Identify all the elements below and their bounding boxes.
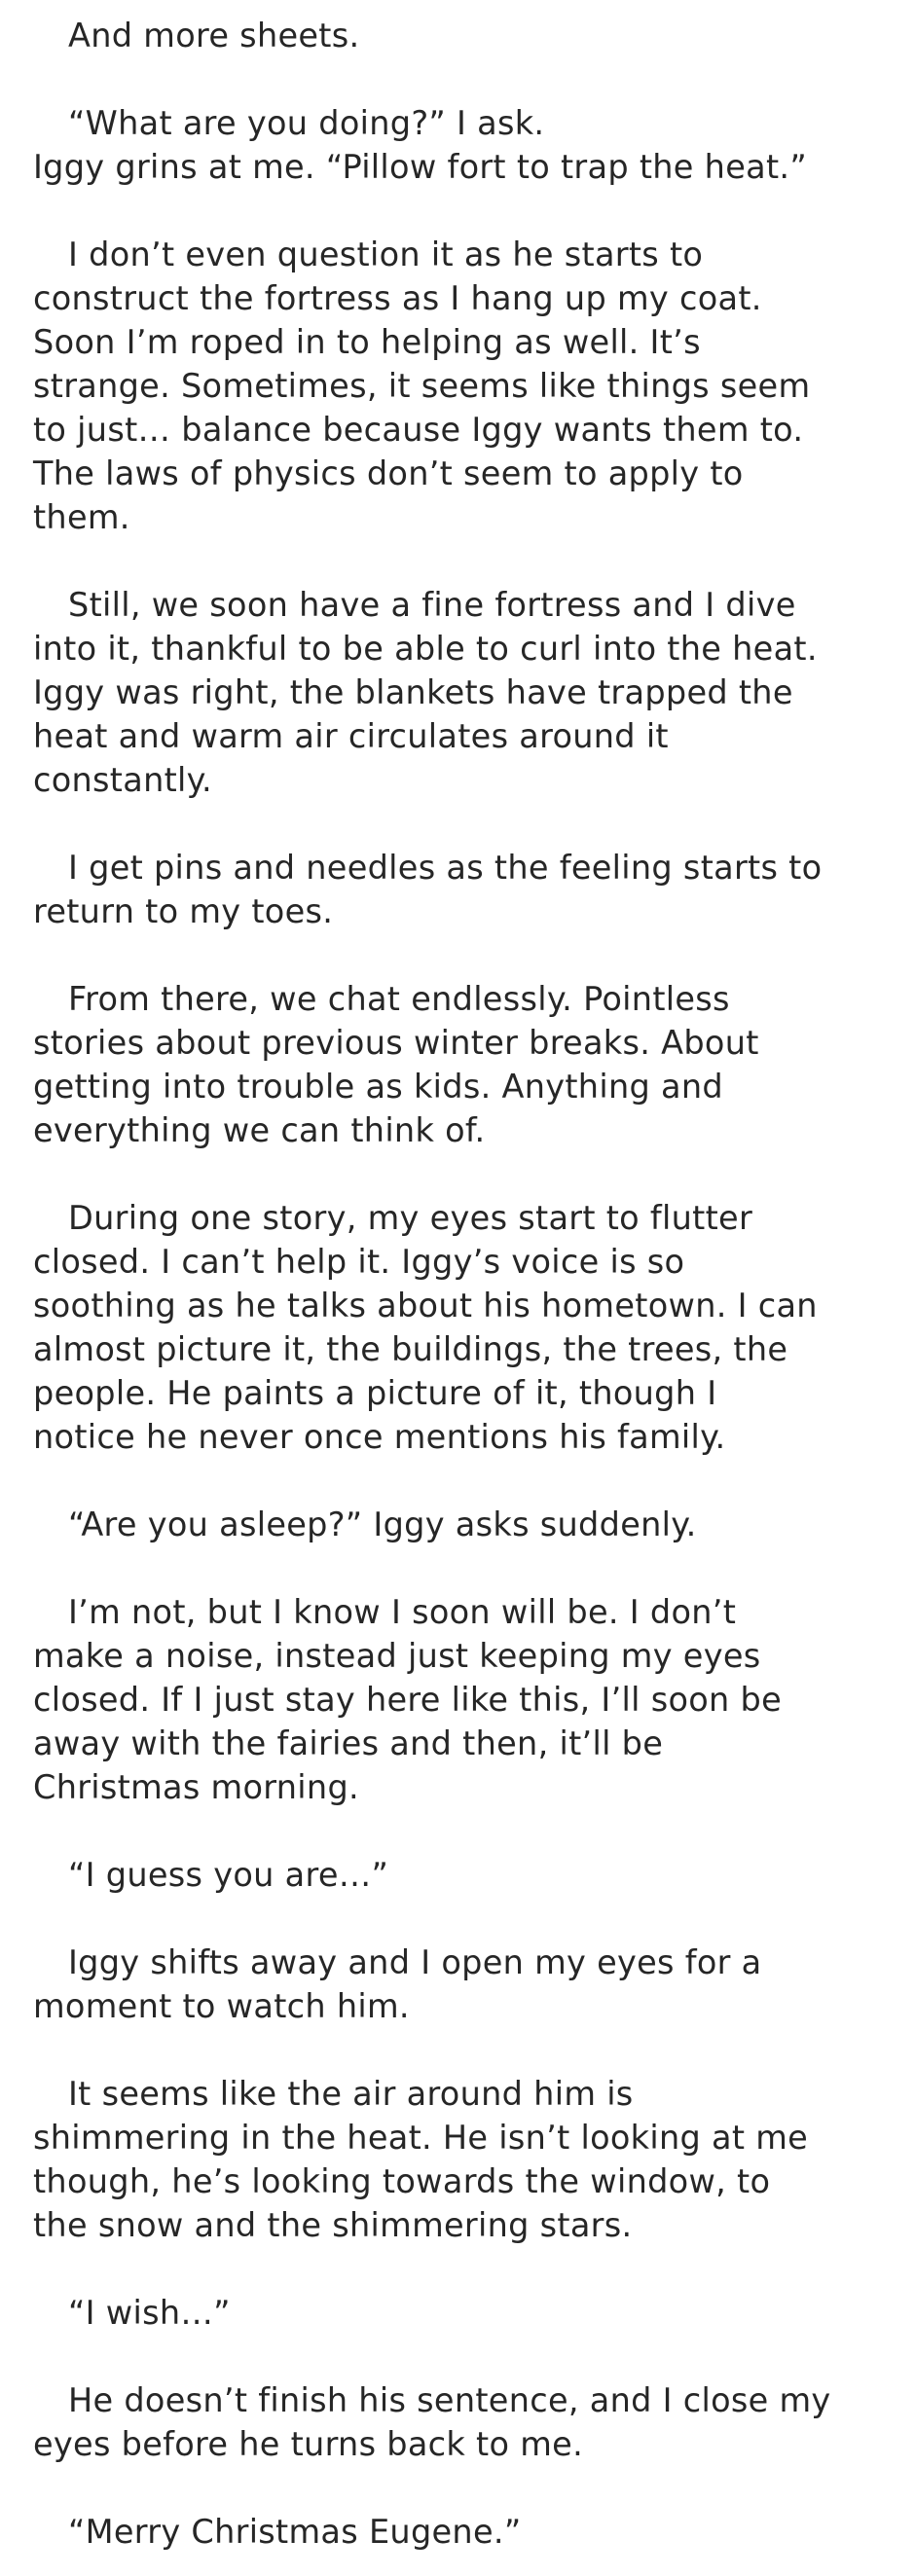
story-paragraph <box>0 846 915 933</box>
story-paragraph <box>0 2378 915 2466</box>
story-line: the snow and the shimmering stars. <box>33 2206 633 2244</box>
story-line: Soon I’m roped in to helping as well. It’s <box>33 323 701 361</box>
story-line: notice he never once mentions his family. <box>33 1418 726 1456</box>
story-line: The laws of physics don’t seem to apply to <box>33 454 744 492</box>
story-paragraph <box>0 1853 915 1897</box>
story-paragraph <box>0 1590 915 1809</box>
story-line: “I wish…” <box>68 2294 231 2332</box>
story-line: moment to watch him. <box>33 1987 410 2025</box>
story-paragraph <box>0 101 915 189</box>
story-line: though, he’s looking towards the window, to <box>33 2162 771 2200</box>
story-line: make a noise, instead just keeping my eyes <box>33 1637 761 1675</box>
story-paragraph <box>0 2510 915 2554</box>
story-line: construct the fortress as I hang up my coat. <box>33 279 762 317</box>
story-line: Still, we soon have a fine fortress and I dive <box>68 586 796 624</box>
story-line: I get pins and needles as the feeling starts to <box>68 849 823 887</box>
story-line: During one story, my eyes start to flutter <box>68 1199 753 1237</box>
story-line: closed. If I just stay here like this, I’ll soon be <box>33 1681 783 1719</box>
story-line: “I guess you are…” <box>68 1856 389 1894</box>
story-line: And more sheets. <box>68 17 360 54</box>
story-line: getting into trouble as kids. Anything and <box>33 1068 723 1106</box>
story-line: soothing as he talks about his hometown. I can <box>33 1287 818 1324</box>
story-paragraph <box>0 233 915 539</box>
story-line: I don’t even question it as he starts to <box>68 236 704 273</box>
story-line: them. <box>33 498 130 536</box>
story-line: strange. Sometimes, it seems like things seem <box>33 367 811 405</box>
story-line: Iggy grins at me. “Pillow fort to trap the heat.” <box>33 148 807 186</box>
story-line: into it, thankful to be able to curl into the heat. <box>33 630 818 668</box>
story-line: Iggy was right, the blankets have trapped the <box>33 673 793 711</box>
story-line: I’m not, but I know I soon will be. I don’t <box>68 1593 737 1631</box>
story-line: “Are you asleep?” Iggy asks suddenly. <box>68 1506 697 1543</box>
story-paragraph <box>0 14 915 57</box>
story-paragraph <box>0 977 915 1152</box>
story-line: eyes before he turns back to me. <box>33 2425 584 2463</box>
story-line: Iggy shifts away and I open my eyes for a <box>68 1943 762 1981</box>
story-line: to just… balance because Iggy wants them to. <box>33 411 804 449</box>
story-line: people. He paints a picture of it, though I <box>33 1374 717 1412</box>
story-line: away with the fairies and then, it’ll be <box>33 1724 664 1762</box>
story-line: heat and warm air circulates around it <box>33 717 669 755</box>
story-paragraph <box>0 583 915 802</box>
story-line: closed. I can’t help it. Iggy’s voice is so <box>33 1243 685 1281</box>
story-paragraph <box>0 1503 915 1546</box>
story-line: He doesn’t finish his sentence, and I close my <box>68 2381 831 2419</box>
story-line: “Merry Christmas Eugene.” <box>68 2513 522 2551</box>
story-line: everything we can think of. <box>33 1111 486 1149</box>
story-line: stories about previous winter breaks. About <box>33 1024 759 1062</box>
story-paragraph <box>0 2291 915 2335</box>
story-paragraph <box>0 1196 915 1459</box>
story-line: shimmering in the heat. He isn’t looking at me <box>33 2119 809 2157</box>
story-line: “What are you doing?” I ask. <box>68 104 545 142</box>
story-line: constantly. <box>33 761 212 799</box>
story-line: Christmas morning. <box>33 1768 359 1806</box>
story-line: From there, we chat endlessly. Pointless <box>68 980 730 1018</box>
story-paragraph <box>0 2072 915 2247</box>
story-line: It seems like the air around him is <box>68 2075 634 2113</box>
story-line: almost picture it, the buildings, the trees, the <box>33 1330 788 1368</box>
story-paragraph <box>0 1941 915 2028</box>
story-line: return to my toes. <box>33 892 334 930</box>
